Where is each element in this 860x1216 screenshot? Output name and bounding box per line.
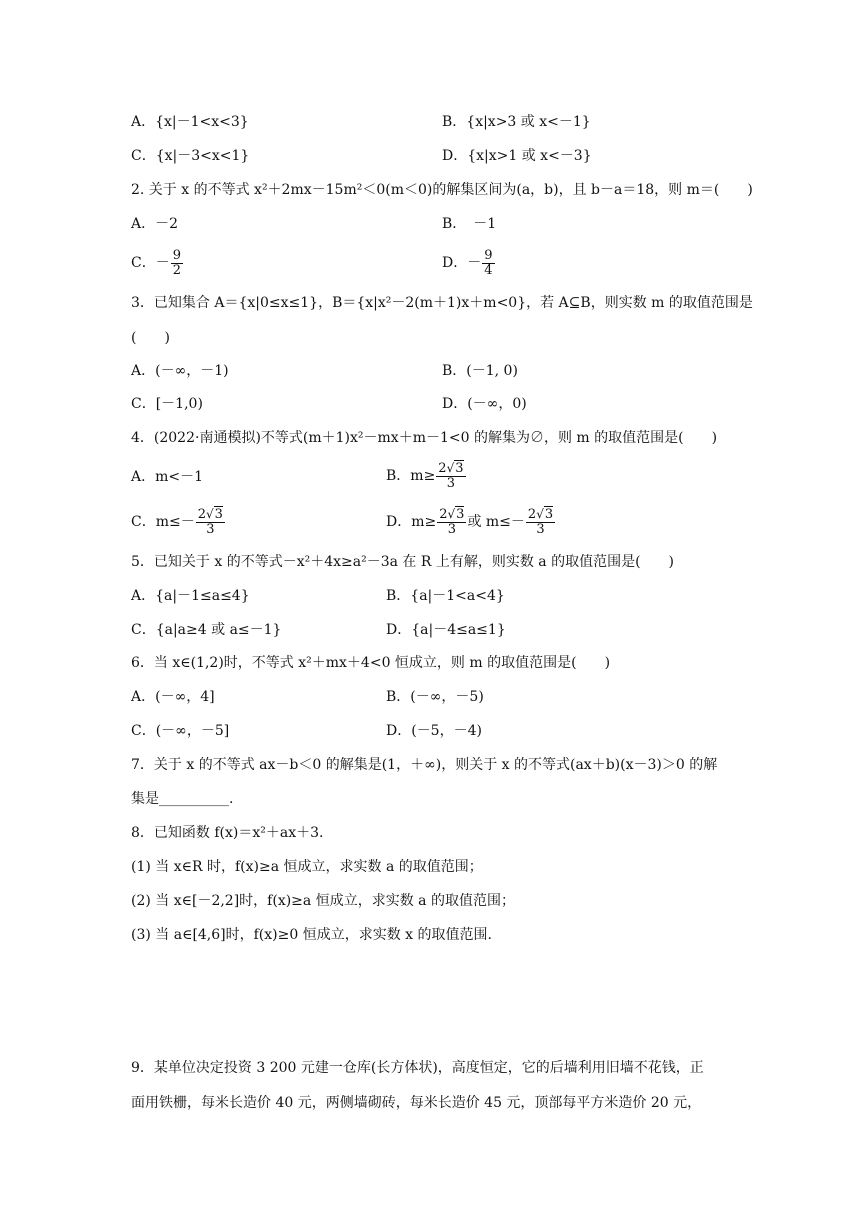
q7-stem-cont: 集是__________. — [131, 791, 234, 807]
q3-option-c: C．[－1,0) — [131, 396, 203, 412]
q8-part-1: (1) 当 x∈R 时，f(x)≥a 恒成立，求实数 a 的取值范围； — [131, 859, 483, 875]
q2-option-d-fraction — [482, 249, 494, 278]
q6-stem: 6．当 x∈(1,2)时，不等式 x²＋mx＋4<0 恒成立，则 m 的取值范围是( ) — [131, 655, 611, 671]
q2-option-d-prefix: D．－ — [442, 255, 482, 271]
q9-stem: 9．某单位决定投资 3 200 元建一仓库(长方体状)，高度恒定，它的后墙利用旧墙不花钱，正 — [131, 1060, 704, 1076]
q2-option-d — [442, 246, 496, 280]
q6-option-b: B．(－∞，－5) — [386, 689, 484, 705]
q5-option-a: A．{a|－1≤a≤4} — [131, 588, 250, 604]
q6-option-c: C．(－∞，－5] — [131, 723, 230, 739]
q3-option-a: A．(－∞，－1) — [131, 363, 229, 379]
q4-stem: 4．(2022·南通模拟)不等式(m＋1)x²－mx＋m－1<0 的解集为∅，则 m 的取值范围是( ) — [131, 430, 718, 446]
q3-stem-paren: ( ) — [131, 330, 170, 346]
q4-option-c-prefix: C．m≤－ — [131, 514, 195, 530]
q5-option-d: D．{a|－4≤a≤1} — [386, 622, 506, 638]
q4-option-d-fraction-2 — [526, 507, 555, 537]
q5-stem: 5．已知关于 x 的不等式－x²＋4x≥a²－3a 在 R 上有解，则实数 a 的取值范围是( ) — [131, 554, 675, 570]
q4-option-a: A．m<－1 — [131, 469, 204, 485]
q6-option-d: D．(－5，－4) — [386, 723, 482, 739]
numerator: 2√3 — [438, 461, 464, 476]
numerator: 9 — [172, 247, 181, 263]
q2-stem: 2. 关于 x 的不等式 x²＋2mx－15m²＜0(m＜0)的解集区间为(a，b)，且 b－a＝18，则 m＝( ) — [131, 182, 753, 198]
denominator: 3 — [536, 522, 545, 537]
q4-option-d-fraction-1 — [437, 507, 466, 537]
denominator: 4 — [484, 262, 493, 278]
denominator: 3 — [446, 476, 456, 491]
q4-option-d-prefix: D．m≥ — [386, 514, 437, 530]
q2-option-b: B． －1 — [442, 216, 497, 232]
q1-option-b: B．{x|x>3 或 x<－1} — [442, 114, 591, 130]
q4-option-d — [386, 503, 556, 541]
q2-option-c — [131, 246, 184, 280]
q4-option-d-mid: 或 m≤－ — [467, 514, 525, 530]
q6-option-a: A．(－∞，4] — [131, 689, 215, 705]
q1-option-a: A．{x|－1<x<3} — [131, 114, 249, 130]
q4-option-b-fraction — [436, 461, 465, 491]
q7-stem: 7．关于 x 的不等式 ax－b＜0 的解集是(1，＋∞)，则关于 x 的不等式(ax＋b)(x－3)＞0 的解 — [131, 757, 718, 773]
numerator: 9 — [484, 247, 493, 263]
denominator: 2 — [172, 262, 181, 278]
denominator: 3 — [447, 522, 456, 537]
numerator: 2√3 — [439, 507, 465, 522]
q2-option-c-prefix: C．－ — [131, 255, 170, 271]
q8-stem: 8．已知函数 f(x)＝x²＋ax＋3. — [131, 825, 324, 841]
numerator: 2√3 — [527, 507, 554, 522]
denominator: 3 — [206, 522, 215, 537]
q4-option-c-fraction — [196, 507, 225, 537]
q2-option-a: A．－2 — [131, 216, 179, 232]
q1-option-d: D．{x|x>1 或 x<－3} — [442, 148, 592, 164]
q3-option-b: B．(－1, 0) — [442, 363, 518, 379]
q8-part-2: (2) 当 x∈[－2,2]时，f(x)≥a 恒成立，求实数 a 的取值范围； — [131, 893, 515, 909]
q4-option-b-prefix: B．m≥ — [386, 468, 436, 484]
q3-stem: 3．已知集合 A＝{x|0≤x≤1}，B＝{x|x²－2(m＋1)x＋m<0}，若 A⊆B，则实数 m 的取值范围是 — [131, 295, 753, 311]
q1-option-c: C．{x|－3<x<1} — [131, 148, 250, 164]
q5-option-c: C．{a|a≥4 或 a≤－1} — [131, 622, 282, 638]
q5-option-b: B．{a|－1<a<4} — [386, 588, 505, 604]
q4-option-c — [131, 503, 226, 541]
q4-option-b — [386, 457, 467, 495]
q8-part-3: (3) 当 a∈[4,6]时，f(x)≥0 恒成立，求实数 x 的取值范围. — [131, 927, 492, 943]
numerator: 2√3 — [197, 507, 223, 522]
q3-option-d: D．(－∞，0) — [442, 396, 527, 412]
q2-option-c-fraction — [171, 249, 183, 278]
q9-stem-cont: 面用铁栅，每米长造价 40 元，两侧墙砌砖，每米长造价 45 元，顶部每平方米造价 20 元， — [131, 1095, 702, 1111]
